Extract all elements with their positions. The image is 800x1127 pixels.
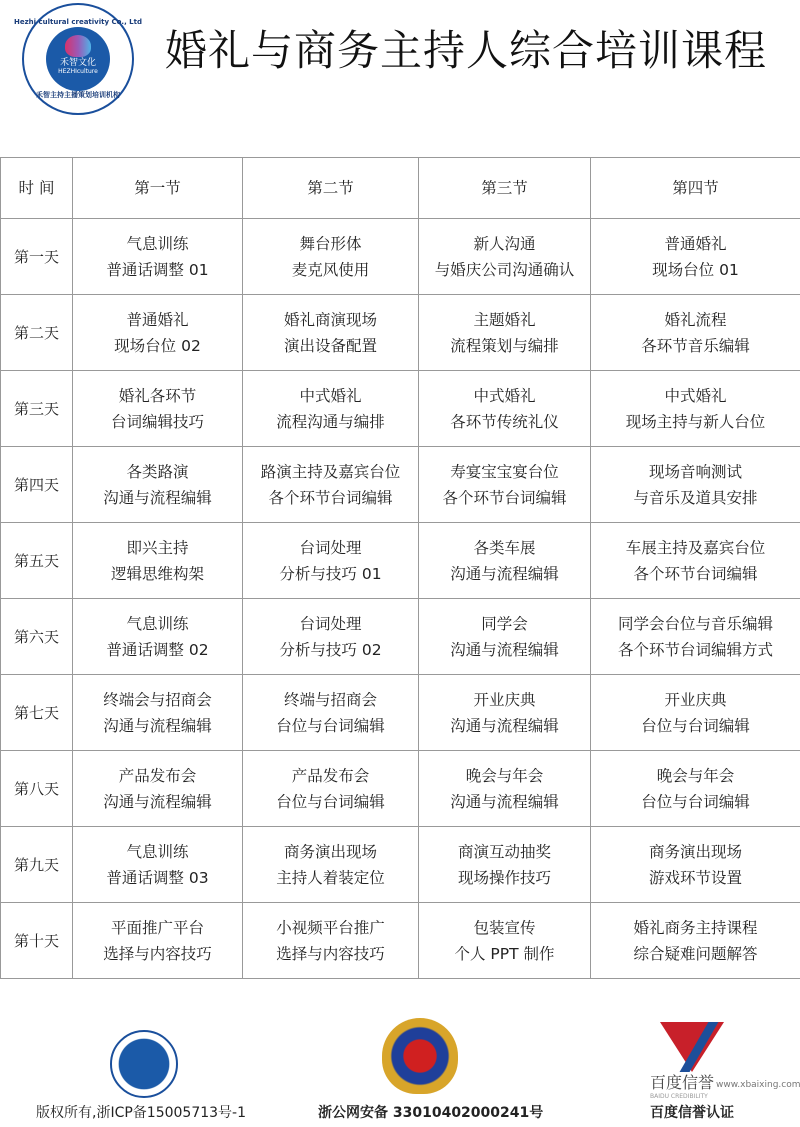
table-row: [1, 371, 800, 447]
session-cell: [73, 295, 243, 371]
day-label: 第六天: [1, 599, 73, 675]
logo-swirl-icon: [65, 35, 91, 57]
session-line: 各个环节台词编辑方式: [617, 640, 773, 659]
session-line: 台位与台词编辑: [276, 792, 385, 811]
session-line: 寿宴宝宝宴台位: [450, 462, 559, 481]
session-line: 中式婚礼: [664, 386, 727, 405]
session-line: 婚礼商演现场: [283, 310, 377, 329]
session-line: 分析与技巧 01: [279, 564, 382, 583]
session-cell: [243, 903, 419, 979]
column-header: 时 间: [1, 158, 73, 219]
table-row: [1, 903, 800, 979]
police-record-text: 浙公网安备 33010402000241号: [318, 1105, 544, 1121]
session-cell: [419, 903, 591, 979]
session-line: 终端会与招商会: [103, 690, 212, 709]
session-line: 主题婚礼: [473, 310, 536, 329]
company-logo: [13, 3, 143, 115]
session-line: 车展主持及嘉宾台位: [625, 538, 766, 557]
session-line: 婚礼商务主持课程: [633, 918, 758, 937]
session-line: 台词处理: [299, 614, 362, 633]
session-line: 逻辑思维构架: [110, 564, 204, 583]
session-line: 沟通与流程编辑: [450, 716, 559, 735]
day-label: 第八天: [1, 751, 73, 827]
session-line: 分析与技巧 02: [279, 640, 382, 659]
page-title: 婚礼与商务主持人综合培训课程: [165, 26, 768, 75]
logo-bottom-text: 禾智主持主播策划培训机构: [36, 91, 120, 99]
session-line: 选择与内容技巧: [103, 944, 212, 963]
session-line: 平面推广平台: [110, 918, 204, 937]
session-line: 沟通与流程编辑: [103, 792, 212, 811]
day-label: 第五天: [1, 523, 73, 599]
session-line: 各类车展: [473, 538, 536, 557]
session-line: 流程沟通与编排: [276, 412, 385, 431]
session-line: 气息训练: [126, 842, 189, 861]
session-line: 现场音响测试: [648, 462, 742, 481]
session-line: 普通话调整 03: [106, 868, 209, 887]
session-line: 商演互动抽奖: [457, 842, 551, 861]
session-line: 即兴主持: [126, 538, 189, 557]
session-cell: [591, 827, 800, 903]
day-label: 第一天: [1, 219, 73, 295]
session-cell: [419, 827, 591, 903]
copyright-text: 版权所有,浙ICP备15005713号-1: [36, 1105, 247, 1121]
session-line: 台词处理: [299, 538, 362, 557]
table-row: [1, 447, 800, 523]
session-cell: [419, 523, 591, 599]
baidu-logo-text: 百度信誉: [650, 1073, 715, 1092]
session-line: 主持人着装定位: [276, 868, 385, 887]
session-cell: [73, 751, 243, 827]
session-cell: [591, 447, 800, 523]
session-line: 开业庆典: [664, 690, 727, 709]
column-header: 第一节: [73, 158, 243, 219]
schedule-table: [0, 157, 800, 979]
session-line: 各环节音乐编辑: [641, 336, 750, 355]
table-row: [1, 295, 800, 371]
session-line: 气息训练: [126, 234, 189, 253]
table-row: [1, 751, 800, 827]
session-line: 同学会台位与音乐编辑: [617, 614, 773, 633]
session-line: 选择与内容技巧: [276, 944, 385, 963]
session-cell: [73, 371, 243, 447]
session-cell: [73, 903, 243, 979]
session-line: 普通婚礼: [664, 234, 727, 253]
session-line: 各环节传统礼仪: [450, 412, 559, 431]
session-line: 游戏环节设置: [648, 868, 742, 887]
session-line: 与婚庆公司沟通确认: [434, 260, 575, 279]
session-line: 小视频平台推广: [276, 918, 385, 937]
session-line: 台位与台词编辑: [276, 716, 385, 735]
session-cell: [73, 219, 243, 295]
table-row: [1, 827, 800, 903]
session-cell: [591, 903, 800, 979]
session-line: 各个环节台词编辑: [633, 564, 758, 583]
session-line: 同学会: [481, 614, 528, 633]
session-cell: [591, 751, 800, 827]
watermark: www.xbaixing.com: [716, 1080, 800, 1090]
day-label: 第二天: [1, 295, 73, 371]
session-line: 舞台形体: [299, 234, 362, 253]
session-line: 婚礼各环节: [118, 386, 197, 405]
session-line: 现场主持与新人台位: [625, 412, 766, 431]
session-line: 沟通与流程编辑: [450, 640, 559, 659]
session-line: 沟通与流程编辑: [450, 564, 559, 583]
table-row: [1, 523, 800, 599]
session-line: 流程策划与编排: [450, 336, 559, 355]
session-line: 包装宣传: [473, 918, 536, 937]
session-line: 中式婚礼: [299, 386, 362, 405]
session-cell: [243, 219, 419, 295]
session-cell: [243, 295, 419, 371]
session-line: 产品发布会: [291, 766, 370, 785]
footer-company-logo: [110, 1030, 178, 1098]
session-line: 台位与台词编辑: [641, 792, 750, 811]
session-cell: [243, 599, 419, 675]
session-line: 商务演出现场: [648, 842, 742, 861]
session-line: 麦克风使用: [291, 260, 370, 279]
session-cell: [419, 751, 591, 827]
session-line: 演出设备配置: [283, 336, 377, 355]
session-cell: [591, 675, 800, 751]
session-cell: [419, 295, 591, 371]
session-line: 台位与台词编辑: [641, 716, 750, 735]
session-cell: [243, 827, 419, 903]
police-badge-icon: [382, 1018, 458, 1094]
session-cell: [243, 751, 419, 827]
logo-name-en: HEZHIculture: [58, 67, 98, 75]
session-cell: [591, 599, 800, 675]
table-row: [1, 599, 800, 675]
day-label: 第三天: [1, 371, 73, 447]
session-line: 普通话调整 01: [106, 260, 209, 279]
session-line: 产品发布会: [118, 766, 197, 785]
session-line: 沟通与流程编辑: [103, 716, 212, 735]
session-line: 晚会与年会: [465, 766, 544, 785]
column-header: 第三节: [419, 158, 591, 219]
day-label: 第十天: [1, 903, 73, 979]
session-cell: [419, 675, 591, 751]
session-line: 个人 PPT 制作: [454, 944, 555, 963]
session-line: 终端与招商会: [283, 690, 377, 709]
session-line: 沟通与流程编辑: [450, 792, 559, 811]
session-line: 各个环节台词编辑: [442, 488, 567, 507]
session-line: 路演主持及嘉宾台位: [260, 462, 401, 481]
logo-ring-text: Hezhi cultural creativity Co., Ltd: [13, 18, 143, 26]
column-header: 第四节: [591, 158, 800, 219]
session-cell: [243, 447, 419, 523]
session-line: 新人沟通: [473, 234, 536, 253]
session-cell: [73, 599, 243, 675]
logo-name-cn: 禾智文化: [59, 58, 96, 68]
session-cell: [73, 675, 243, 751]
session-cell: [419, 219, 591, 295]
day-label: 第四天: [1, 447, 73, 523]
session-line: 现场台位 02: [114, 336, 201, 355]
session-line: 各个环节台词编辑: [268, 488, 393, 507]
table-row: [1, 675, 800, 751]
baidu-cert-text: 百度信誉认证: [650, 1105, 734, 1121]
session-cell: [419, 599, 591, 675]
table-header-row: [1, 158, 800, 219]
session-cell: [243, 675, 419, 751]
session-line: 商务演出现场: [283, 842, 377, 861]
session-cell: [419, 447, 591, 523]
session-cell: [243, 371, 419, 447]
session-line: 普通话调整 02: [106, 640, 209, 659]
session-cell: [243, 523, 419, 599]
session-line: 综合疑难问题解答: [633, 944, 758, 963]
table-row: [1, 219, 800, 295]
session-cell: [73, 523, 243, 599]
session-line: 沟通与流程编辑: [103, 488, 212, 507]
session-line: 台词编辑技巧: [110, 412, 204, 431]
session-line: 晚会与年会: [656, 766, 735, 785]
session-line: 各类路演: [126, 462, 189, 481]
baidu-logo-sub: BAIDU CREDIBILITY: [650, 1093, 708, 1100]
session-cell: [419, 371, 591, 447]
session-cell: [591, 523, 800, 599]
session-line: 开业庆典: [473, 690, 536, 709]
session-cell: [73, 827, 243, 903]
session-cell: [591, 295, 800, 371]
session-cell: [591, 371, 800, 447]
session-cell: [73, 447, 243, 523]
session-line: 中式婚礼: [473, 386, 536, 405]
column-header: 第二节: [243, 158, 419, 219]
day-label: 第七天: [1, 675, 73, 751]
session-line: 普通婚礼: [126, 310, 189, 329]
session-line: 婚礼流程: [664, 310, 727, 329]
session-line: 现场台位 01: [652, 260, 739, 279]
session-cell: [591, 219, 800, 295]
logo-center: [46, 27, 110, 91]
session-line: 气息训练: [126, 614, 189, 633]
session-line: 与音乐及道具安排: [633, 488, 758, 507]
day-label: 第九天: [1, 827, 73, 903]
session-line: 现场操作技巧: [457, 868, 551, 887]
